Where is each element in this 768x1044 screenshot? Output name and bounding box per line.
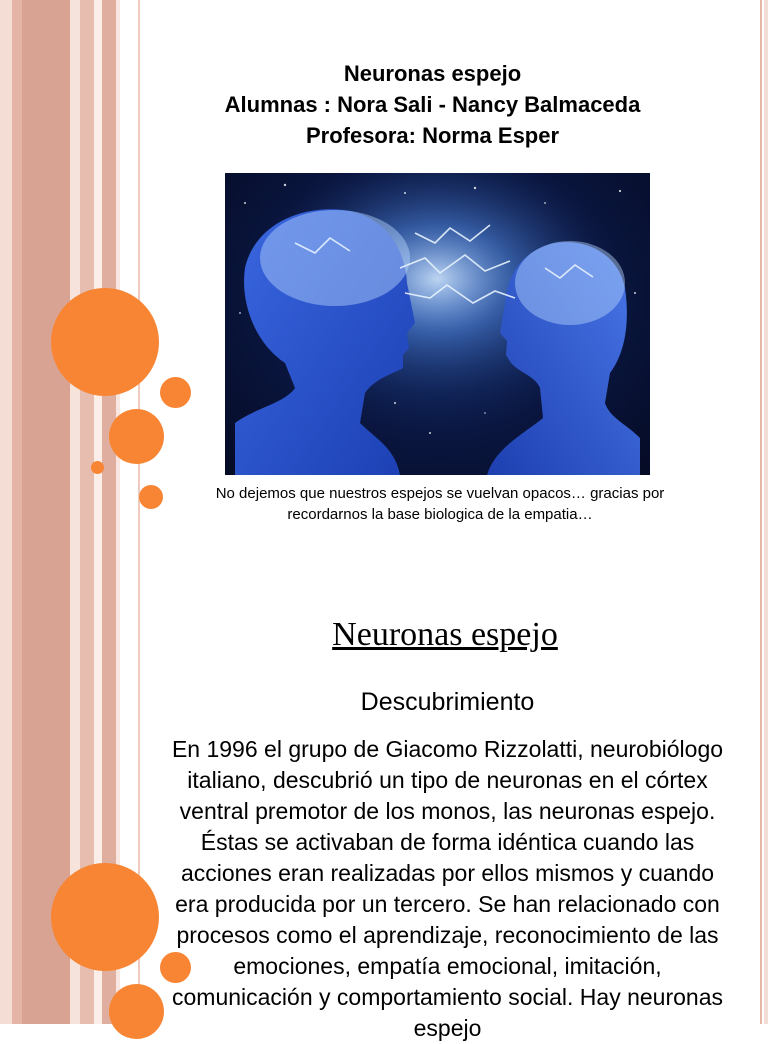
title-block <box>180 58 685 151</box>
students-line: Alumnas : Nora Sali - Nancy Balmaceda <box>224 92 641 117</box>
teacher-line: Profesora: Norma Esper <box>305 123 560 148</box>
page-title: Neuronas espejo <box>343 61 522 86</box>
right-rule <box>760 0 762 512</box>
body-paragraph: En 1996 el grupo de Giacomo Rizzolatti, neurobiólogo italiano, descubrió un tipo de neuronas en el córtex ventral premotor de los monos, las neuronas espejo. Éstas se activaban de forma idéntica cuando las acciones eran realizadas por ellos mismos y cuando era producida por un tercero. Se han relacionado con procesos como el aprendizaje, reconocimiento de las emociones, empatía emocional, imitación, comunicación y comportamiento social. Hay neuronas espejo <box>171 736 724 1041</box>
decorative-circle <box>160 377 191 408</box>
decorative-circle <box>91 461 104 474</box>
section-heading: Neuronas espejo <box>332 616 558 653</box>
two-heads-illustration <box>225 173 650 475</box>
right-rule <box>760 512 762 1024</box>
right-border <box>764 512 768 1024</box>
mirror-neurons-image <box>225 173 650 475</box>
decorative-circle <box>51 288 159 396</box>
slide-2 <box>0 512 768 1041</box>
decorative-circle <box>139 485 163 509</box>
decorative-circle <box>109 409 164 464</box>
decorative-circle <box>51 863 159 971</box>
decorative-circle <box>109 984 164 1039</box>
section-subheading: Descubrimiento <box>360 688 535 716</box>
image-caption: No dejemos que nuestros espejos se vuelvan opacos… gracias por recordarnos la base biologica de la empatia… <box>215 485 665 523</box>
right-border <box>764 0 768 512</box>
